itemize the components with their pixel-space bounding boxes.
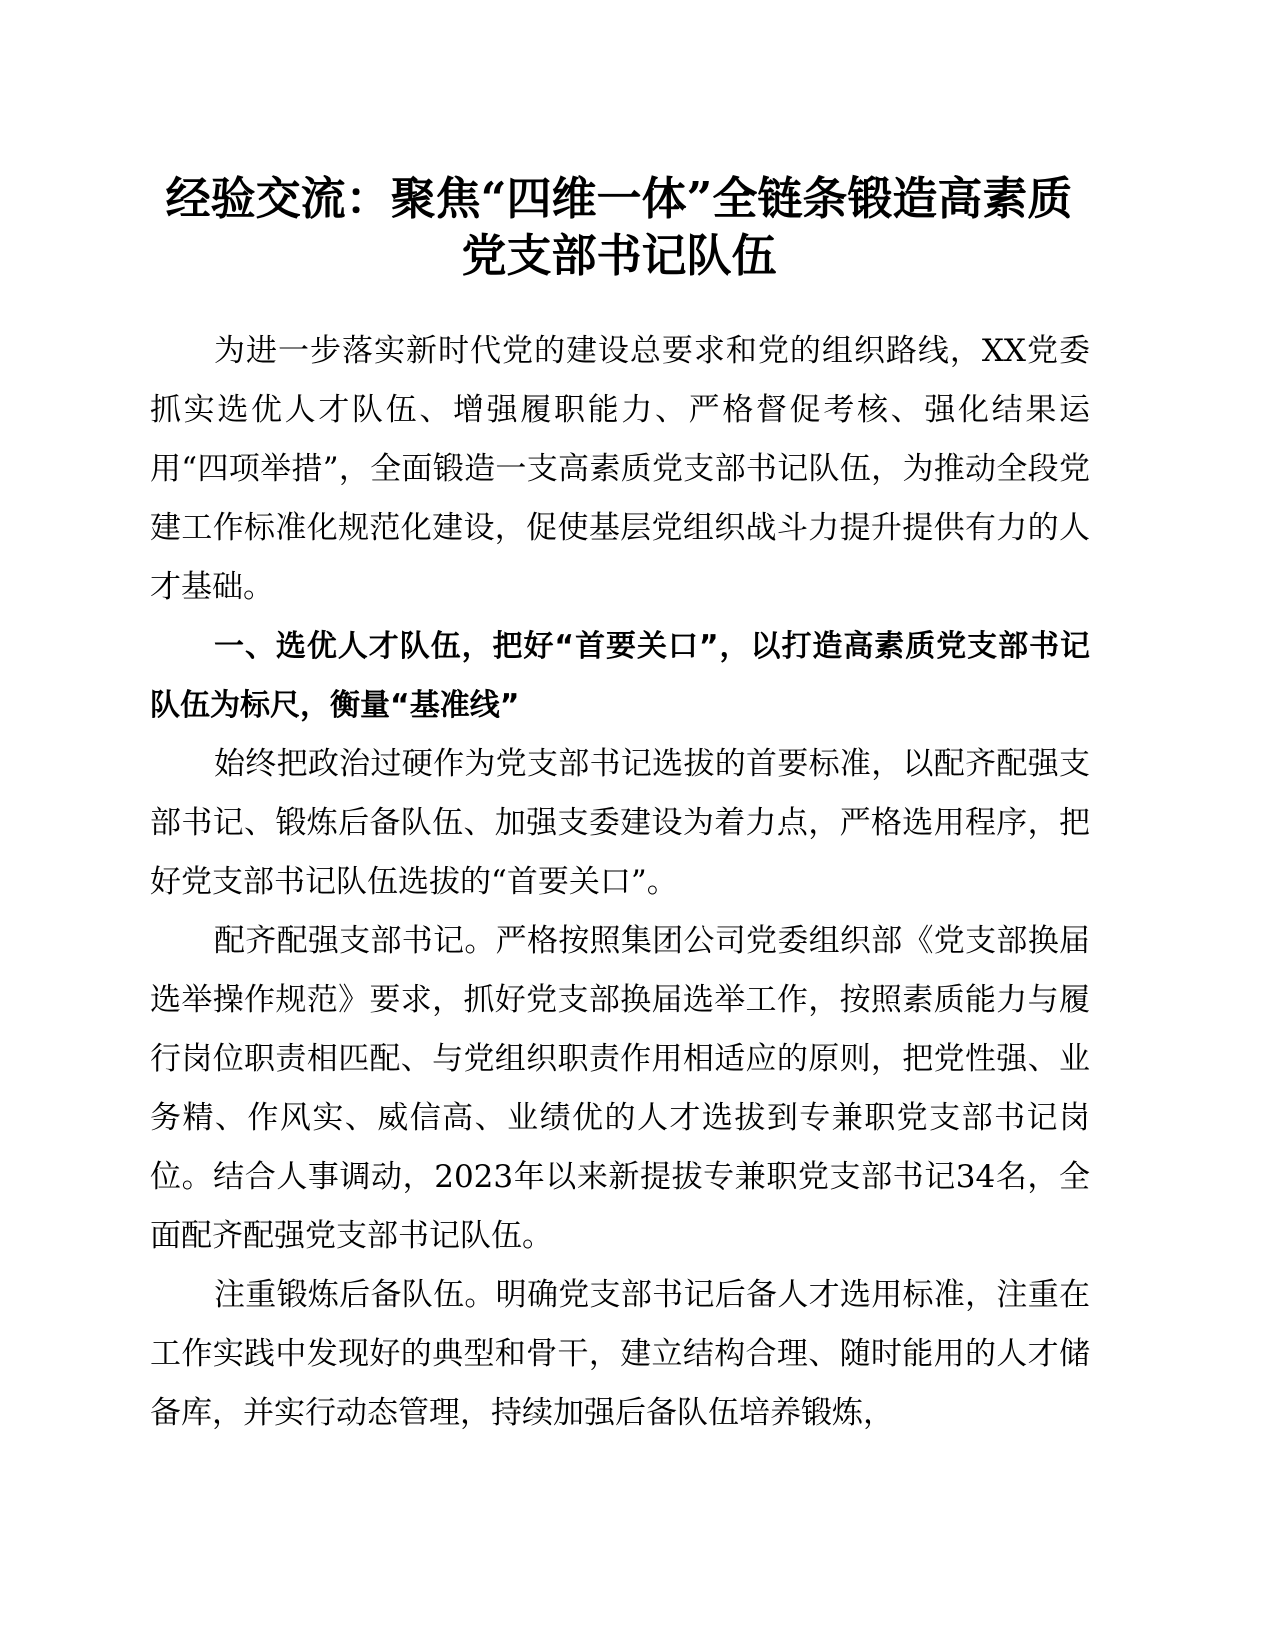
document-body: [150, 322, 1090, 1443]
secretary-paragraph: 配齐配强支部书记。严格按照集团公司党委组织部《党支部换届选举操作规范》要求，抓好党支部换届选举工作，按照素质能力与履行岗位职责相匹配、与党组织职责作用相适应的原则，把党性强、业务精、作风实、威信高、业绩优的人才选拔到专兼职党支部书记岗位。结合人事调动，2023年以来新提拔专兼职党支部书记34名，全面配齐配强党支部书记队伍。: [150, 923, 1090, 1254]
reserve-team-paragraph: 注重锻炼后备队伍。明确党支部书记后备人才选用标准，注重在工作实践中发现好的典型和骨干，建立结构合理、随时能用的人才储备库，并实行动态管理，持续加强后备队伍培养锻炼，: [150, 1277, 1090, 1431]
section-intro-paragraph: 始终把政治过硬作为党支部书记选拔的首要标准，以配齐配强支部书记、锻炼后备队伍、加强支委建设为着力点，严格选用程序，把好党支部书记队伍选拔的“首要关口”。: [150, 746, 1090, 900]
intro-paragraph: 为进一步落实新时代党的建设总要求和党的组织路线，XX党委抓实选优人才队伍、增强履职能力、严格督促考核、强化结果运用“四项举措”，全面锻造一支高素质党支部书记队伍，为推动全段党建工作标准化规范化建设，促使基层党组织战斗力提升提供有力的人才基础。: [150, 333, 1090, 605]
document-title: 经验交流：聚焦“四维一体”全链条锻造高素质党支部书记队伍: [165, 172, 1073, 282]
section-heading: 一、选优人才队伍，把好“首要关口”，以打造高素质党支部书记队伍为标尺，衡量“基准线”: [150, 629, 1090, 723]
